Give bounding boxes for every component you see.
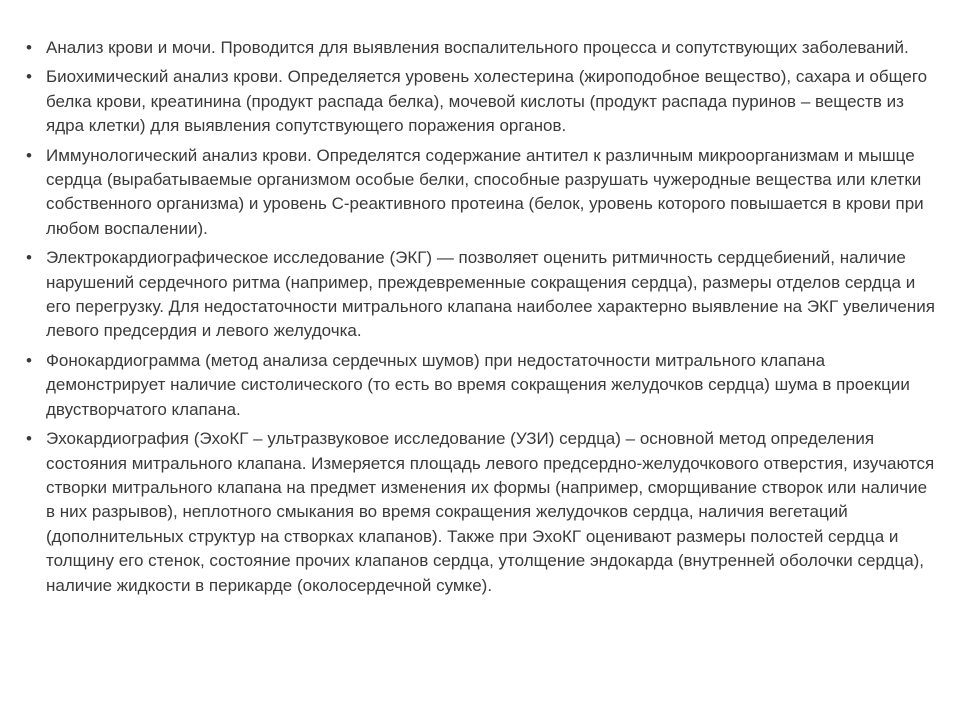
bullet-item-immunological [26,144,938,242]
bullet-text: Фонокардиограмма (метод анализа сердечных шумов) при недостаточности митрального клапана демонстрирует наличие систолического (то есть во время сокращения желудочков сердца) шума в проекции двустворчатого клапана. [46,350,910,419]
bullet-icon: • [26,429,32,449]
bullet-item-blood-urine [26,36,938,60]
bullet-icon: • [26,248,32,268]
bullet-text: Иммунологический анализ крови. Определятся содержание антител к различным микроорганизмам и мышце сердца (вырабатываемые организмом особые белки, способные разрушать чужеродные вещества или клетки собственного организма) и уровень С-реактивного протеина (белок, уровень которого повышается в крови при любом воспалении). [46,145,924,238]
bullet-item-ecg [26,246,938,344]
bullet-text: Биохимический анализ крови. Определяется уровень холестерина (жироподобное вещество), сахара и общего белка крови, креатинина (продукт распада белка), мочевой кислоты (продукт распада пуринов – веществ из ядра клетки) для выявления сопутствующего поражения органов. [46,67,928,136]
bullet-icon: • [26,350,32,370]
bullet-icon: • [26,67,32,87]
bullet-icon: • [26,145,32,165]
bullet-list [26,36,938,598]
bullet-item-phonocardiogram [26,349,938,422]
bullet-item-biochemical [26,65,938,138]
bullet-icon: • [26,38,32,57]
bullet-text: Анализ крови и мочи. Проводится для выявления воспалительного процесса и сопутствующих заболеваний. [46,38,909,57]
bullet-item-echocardiography [26,427,938,598]
bullet-text: Эхокардиография (ЭхоКГ – ультразвуковое исследование (УЗИ) сердца) – основной метод определения состояния митрального клапана. Измеряется площадь левого предсердно-желудочкового отверстия, изучаются створки митрального клапана на предмет изменения их формы (например, сморщивание створок или наличие в них разрывов), неплотного смыкания во время сокращения желудочков сердца, наличия вегетаций (дополнительных структур на створках клапанов). Также при ЭхоКГ оценивают размеры полостей сердца и толщину его стенок, состояние прочих клапанов сердца, утолщение эндокарда (внутренней оболочки сердца), наличие жидкости в перикарде (околосердечной сумке). [46,429,935,595]
bullet-text: Электрокардиографическое исследование (ЭКГ) — позволяет оценить ритмичность сердцебиений, наличие нарушений сердечного ритма (например, преждевременные сокращения сердца), размеры отделов сердца и его перегрузку. Для недостаточности митрального клапана наиболее характерно выявление на ЭКГ увеличения левого предсердия и левого желудочка. [46,248,935,341]
